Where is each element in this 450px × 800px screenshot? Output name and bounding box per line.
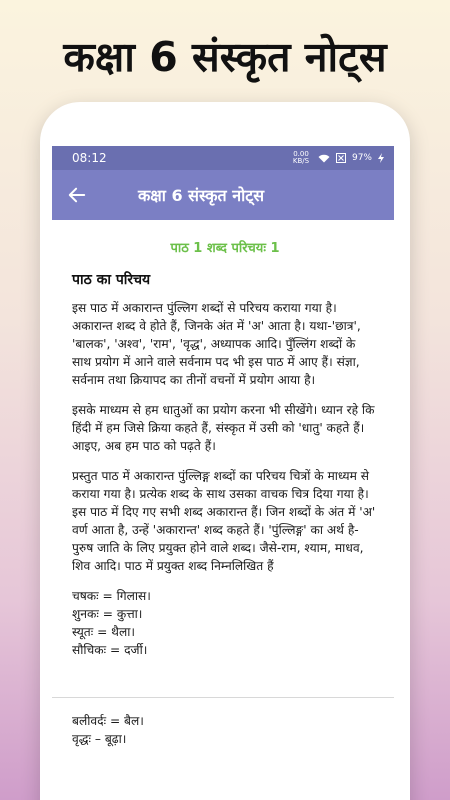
battery-charging-icon: [378, 153, 384, 163]
app-screen: [52, 146, 394, 800]
paragraph-2: इसके माध्यम से हम धातुओं का प्रयोग करना भी सीखेंगे। ध्यान रहे कि हिंदी में हम जिसे क्रिया कहते हैं, संस्कृत में उसी को 'धातु' कहते हैं। आइए, अब हम पाठ को पढ़ते हैं।: [72, 403, 375, 453]
vocab-item: शुनकः = कुत्ता।: [72, 607, 143, 621]
status-bar: [52, 146, 394, 170]
paragraph-1: इस पाठ में अकारान्त पुंल्लिग शब्दों से परिचय कराया गया है। अकारान्त शब्द वे होते हैं, जिनके अंत में 'अ' आता है। यथा-'छात्र', 'बालक', 'अश्व', 'राम', 'वृद्ध', अध्यापक आदि। पुँल्लिंग शब्दों के साथ प्रयोग में आने वाले सर्वनाम पद भी इस पाठ में आए हैं। संज्ञा, सर्वनाम तथा क्रियापद का तीनों वचनों में प्रयोग आया है।: [72, 301, 361, 387]
paragraph-3: प्रस्तुत पाठ में अकारान्त पुंल्लिङ्ग शब्दों का परिचय चित्रों के माध्यम से कराया गया है। प्रत्येक शब्द के साथ उसका वाचक चित्र दिया गया है। इस पाठ में दिए गए सभी शब्द अकारान्त हैं। जिन शब्दों के अंत में 'अ' वर्ण आता है, उन्हें 'अकारान्त' शब्द कहते हैं। 'पुंल्लिङ्ग' का अर्थ है-पुरुष जाति के लिए प्रयुक्त होने वाले शब्द। जैसे-राम, श्याम, माधव, शिव आदि। पाठ में प्रयुक्त शब्द निम्नलिखित हैं: [72, 469, 376, 573]
app-bar: [52, 170, 394, 220]
promo-title: कक्षा 6 संस्कृत नोट्स: [63, 33, 387, 81]
vocab-item: सौचिकः = दर्जी।: [72, 643, 148, 657]
app-bar-title: कक्षा 6 संस्कृत नोट्स: [138, 186, 265, 205]
back-arrow-icon[interactable]: [66, 184, 88, 206]
lesson-content[interactable]: [52, 238, 394, 748]
vocab-list-1: [72, 587, 378, 659]
battery-percent: 97%: [351, 153, 372, 163]
data-speed: 0.00 KB/S: [292, 150, 310, 165]
vocab-item: चषकः = गिलास।: [72, 589, 151, 603]
divider: [52, 697, 394, 698]
section-title: पाठ का परिचय: [72, 272, 151, 288]
sim-icon: [336, 153, 346, 163]
lesson-heading: पाठ 1 शब्द परिचयः 1: [170, 241, 280, 256]
vocab-item: बलीवर्दः = बैल।: [72, 714, 144, 728]
vocab-item: वृद्धः – बूढ़ा।: [72, 732, 127, 746]
status-time: 08:12: [72, 151, 107, 165]
vocab-item: स्यूतः = थैला।: [72, 625, 136, 639]
vocab-list-2: [72, 712, 378, 748]
wifi-icon: [318, 154, 330, 163]
status-icons: [290, 151, 384, 165]
